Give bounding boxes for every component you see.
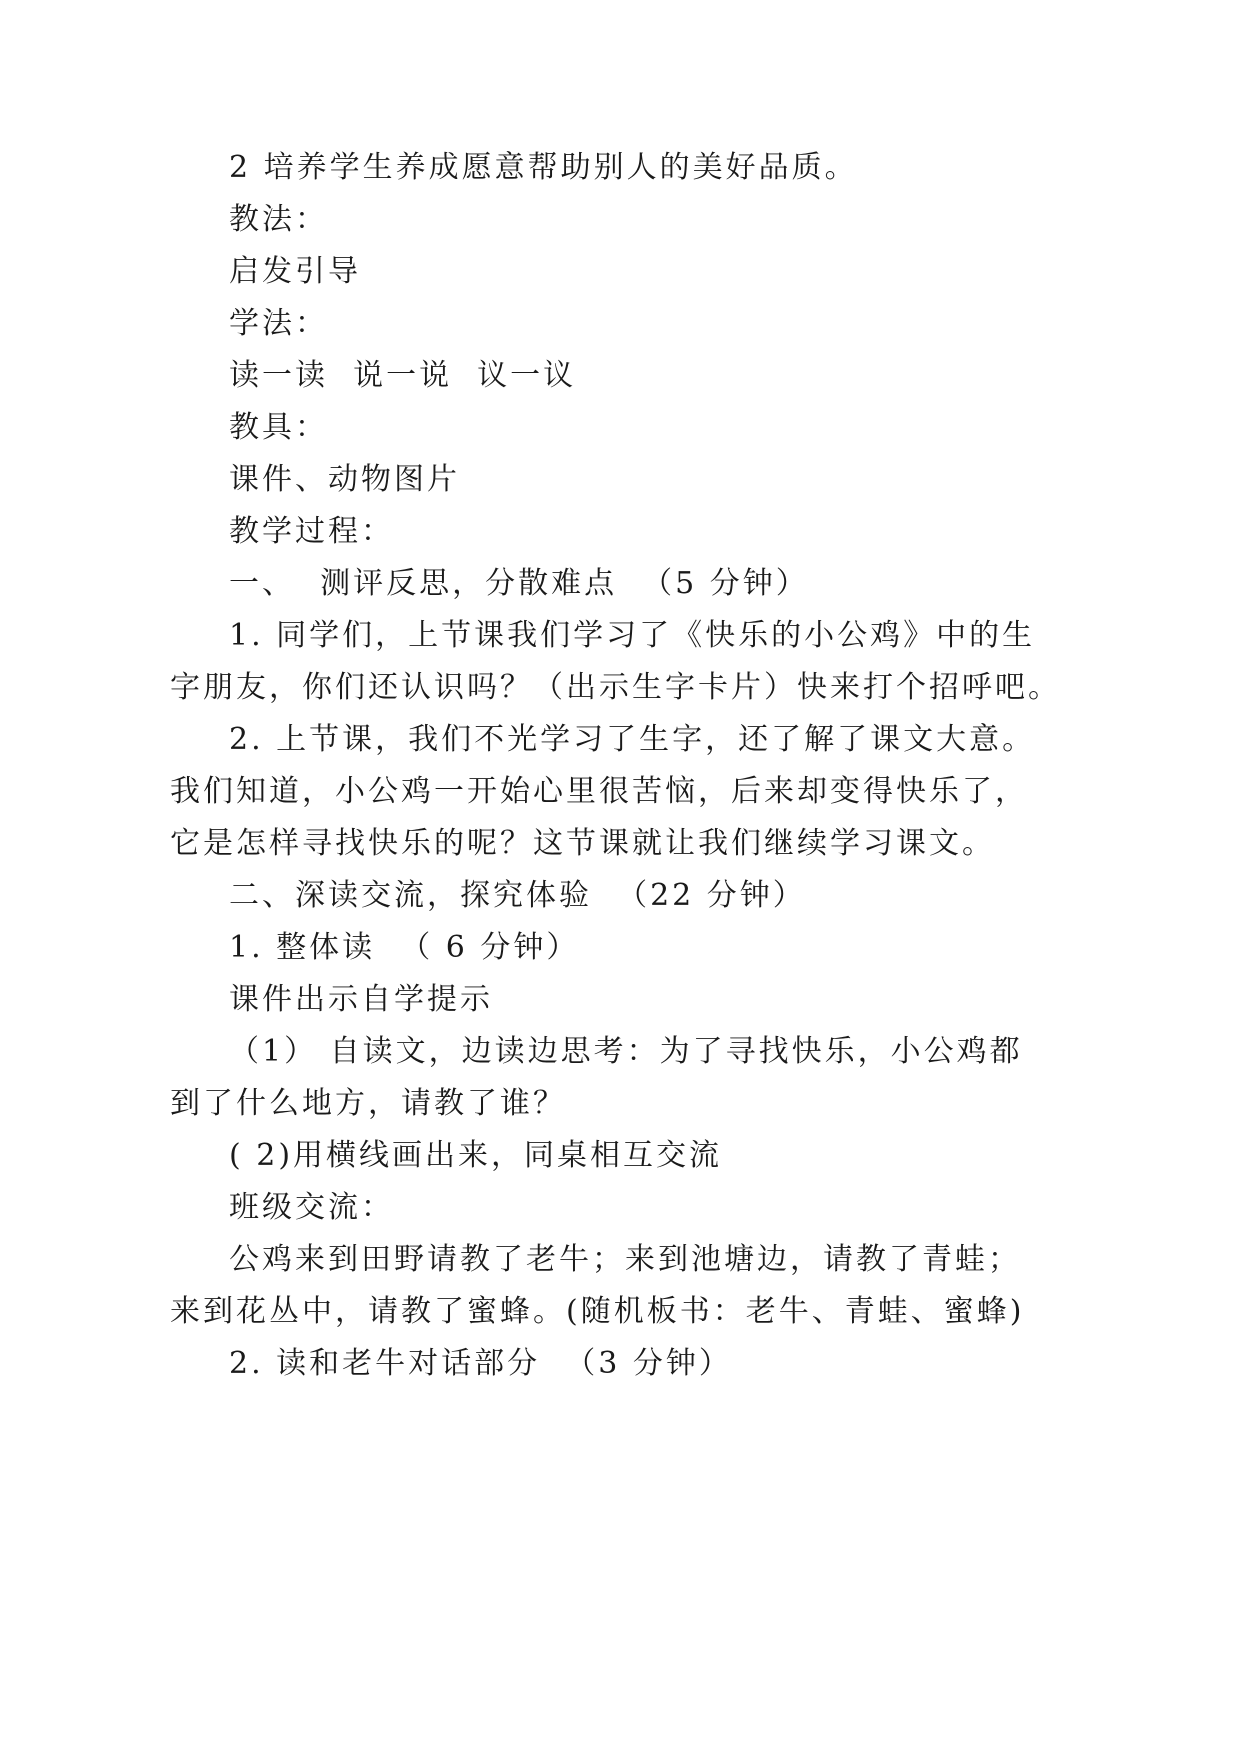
subsection-heading-1: 1. 整体读 （ 6 分钟） <box>229 930 580 965</box>
text-line-teaching-aids: 课件、动物图片 <box>229 462 460 497</box>
paragraph-2-line-2: 我们知道，小公鸡一开始心里很苦恼，后来却变得快乐了， <box>170 774 1028 809</box>
paragraph-2-line-1: 2. 上节课，我们不光学习了生字，还了解了课文大意。 <box>229 722 1036 757</box>
text-line-underline-task: ( 2)用横线画出来，同桌相互交流 <box>229 1138 723 1173</box>
paragraph-2-line-3: 它是怎样寻找快乐的呢？这节课就让我们继续学习课文。 <box>170 826 995 861</box>
text-line-teaching-method: 启发引导 <box>229 254 361 289</box>
paragraph-3-line-2: 到了什么地方，请教了谁？ <box>170 1086 566 1121</box>
paragraph-1-line-2: 字朋友，你们还认识吗？（出示生字卡片）快来打个招呼吧。 <box>170 670 1061 705</box>
text-line-class-exchange: 班级交流： <box>229 1190 394 1225</box>
text-line-learning-method: 读一读 说一说 议一议 <box>229 358 577 393</box>
text-line-learning-method-label: 学法： <box>229 306 328 341</box>
subsection-heading-2: 2. 读和老牛对话部分 （3 分钟） <box>229 1346 732 1381</box>
text-line-teaching-aids-label: 教具： <box>229 410 328 445</box>
text-line-process-label: 教学过程： <box>229 514 394 549</box>
section-heading-2: 二、深读交流，探究体验 （22 分钟） <box>229 878 806 913</box>
paragraph-4-line-2: 来到花丛中，请教了蜜蜂。(随机板书：老牛、青蛙、蜜蜂) <box>170 1294 1025 1329</box>
text-line-courseware-prompt: 课件出示自学提示 <box>229 982 493 1017</box>
paragraph-4-line-1: 公鸡来到田野请教了老牛；来到池塘边，请教了青蛙； <box>229 1242 1021 1277</box>
text-line-teaching-method-label: 教法： <box>229 202 328 237</box>
section-heading-1: 一、 测评反思，分散难点 （5 分钟） <box>229 566 809 601</box>
paragraph-3-line-1: （1） 自读文，边读边思考：为了寻找快乐，小公鸡都 <box>229 1034 1023 1069</box>
text-line-goal-2: 2 培养学生养成愿意帮助别人的美好品质。 <box>229 150 858 185</box>
paragraph-1-line-1: 1. 同学们，上节课我们学习了《快乐的小公鸡》中的生 <box>229 618 1036 653</box>
